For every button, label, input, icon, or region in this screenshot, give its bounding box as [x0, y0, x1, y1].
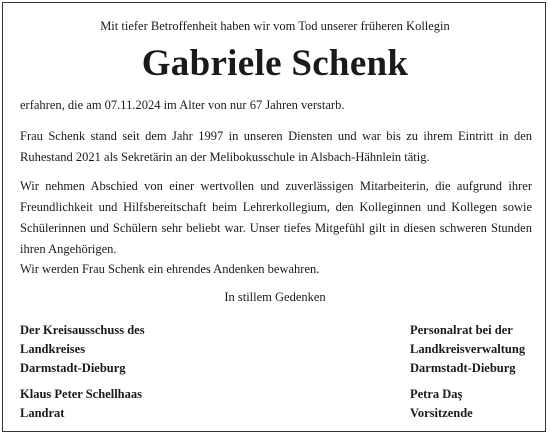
signature-left-org-line: Darmstadt-Dieburg — [20, 361, 126, 375]
signature-right-org-line: Darmstadt-Dieburg — [410, 361, 516, 375]
signature-left-org-line: Der Kreisausschuss des — [20, 323, 145, 337]
paragraph-career: Frau Schenk stand seit dem Jahr 1997 in unseren Diensten und war bis zu ihrem Eintritt in den Ruhestand 2021 als Sekretärin an der Melibokusschule in Alsbach-Hähnlein tätig. — [20, 129, 532, 164]
signature-right-organization — [410, 321, 525, 378]
signature-right-org-line: Landkreisverwaltung — [410, 342, 526, 356]
paragraph-farewell: Wir nehmen Abschied von einer wertvollen und zuverlässigen Mitarbeiterin, die aufgrund ihrer Freundlichkeit und Hilfsbereitschaft beim Lehrerkollegium, den Kolleginnen und Kollegen sowie Schülerinnen und Schülern sehr beliebt war. Unser tiefes Mitgefühl gilt in diesen schweren Stunden ihren Angehörigen. — [20, 179, 532, 256]
signature-right-person-name: Petra Daş — [410, 387, 463, 401]
signature-left-person-name: Klaus Peter Schellhaas — [20, 387, 142, 401]
deceased-name: Gabriele Schenk — [141, 43, 409, 84]
signature-left-person — [20, 385, 142, 423]
signature-right-person — [410, 385, 473, 423]
signature-left-organization — [20, 321, 145, 378]
signature-right-person-title: Vorsitzende — [410, 406, 473, 420]
paragraph-death-notice: erfahren, die am 07.11.2024 im Alter von nur 67 Jahren verstarb. — [20, 98, 345, 112]
closing-line: In stillem Gedenken — [224, 290, 326, 304]
signature-right-org-line: Personalrat bei der — [410, 323, 513, 337]
intro-line: Mit tiefer Betroffenheit haben wir vom Tod unserer früheren Kollegin — [100, 19, 450, 33]
signature-left-person-title: Landrat — [20, 406, 65, 420]
signature-left-org-line: Landkreises — [20, 342, 86, 356]
paragraph-remembrance: Wir werden Frau Schenk ein ehrendes Andenken bewahren. — [20, 262, 320, 276]
